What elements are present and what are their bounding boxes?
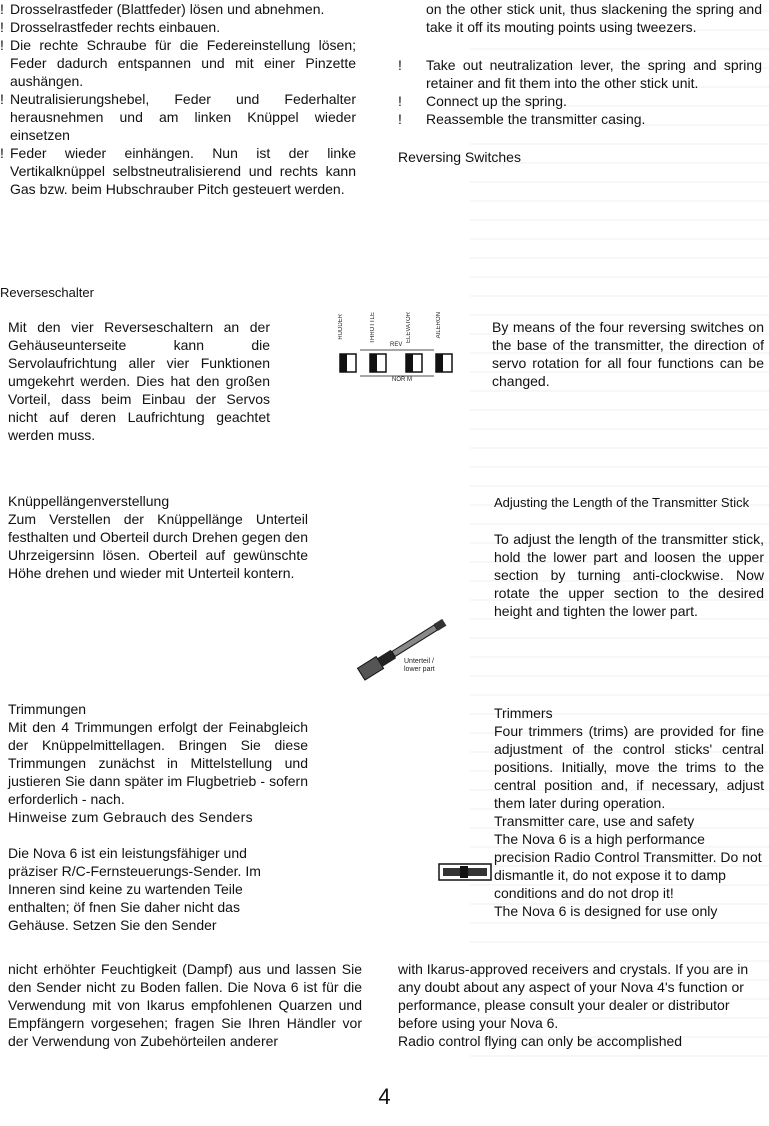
list-item: ! Reassemble the transmitter casing. — [398, 110, 762, 128]
stick-label-line1: Unterteil / — [404, 658, 434, 665]
switch-label-norm: NOR M — [392, 377, 412, 383]
reverse-heading-de: Reverseschalter — [0, 285, 94, 300]
bottom-text-de: nicht erhöhter Feuchtigkeit (Dampf) aus und lassen Sie den Sender nicht zu Boden fallen. Die Nova 6 ist für die Verwendung mit von Ikarus empfohlenen Quarzen und Empfängern vorgesehen; fragen Sie Ihren Händler vor der Verwendung von Zubehörteilen anderer — [8, 961, 362, 1049]
care-text-en: The Nova 6 is a high performance precision Radio Control Transmitter. Do not dismantle it, do not expose it to damp conditions and do not drop it! — [494, 831, 762, 901]
list-item: ! Feder wieder einhängen. Nun ist der linke Vertikalknüppel selbstneutralisierend und rechts kann Gas bzw. beim Hubschrauber Pitch gesteuert werden. — [0, 144, 356, 198]
transmitter-stick-diagram — [348, 618, 458, 682]
stick-upper-part — [392, 625, 438, 657]
trim-text-en: Four trimmers (trims) are provided for fine adjustment of the control sticks' central positions. Initially, move the trims to the central position and, if necessary, adjust them later during operation. — [494, 723, 764, 811]
reverse-text-en: By means of the four reversing switches on the base of the transmitter, the direction of servo rotation for all four functions can be changed. — [492, 319, 764, 389]
list-item: ! Take out neutralization lever, the spring and spring retainer and fit them into the other stick unit. — [398, 56, 762, 92]
bottom-text-en: with Ikarus-approved receivers and crystals. If you are in any doubt about any aspect of your Nova 4's function or performance, please consult your dealer or distributor before using your Nova 6. — [398, 961, 749, 1031]
right-bullet-list — [398, 56, 762, 128]
stick-text-en: To adjust the length of the transmitter stick, hold the lower part and loosen the upper section by turning anti-clockwise. Now rotate the upper section to the desired height and tighten the lower part. — [494, 531, 764, 619]
switch-label-elevator: ELEVATOR — [406, 312, 412, 344]
top-text-en: on the other stick unit, thus slackening the spring and take it off its mouting points using tweezers. — [426, 1, 762, 35]
switch-label-aileron: AILERON — [436, 312, 442, 339]
left-bullet-list — [0, 0, 356, 198]
trim-heading-en: Trimmers — [494, 705, 553, 721]
trimmer-svg — [438, 862, 492, 882]
care-heading-en: Transmitter care, use and safety — [494, 813, 695, 829]
trimmer-knob — [460, 866, 468, 878]
throttle-switch-knob — [370, 354, 377, 372]
switch-label-rudder: RUDDER — [338, 314, 344, 340]
reverse-heading-en: Reversing Switches — [398, 149, 521, 165]
care-text2-en: The Nova 6 is designed for use only — [494, 903, 718, 919]
stick-heading-de: Knüppellängenverstellung — [8, 493, 170, 509]
reversing-switch-diagram — [330, 310, 490, 390]
aileron-switch-knob — [436, 354, 443, 372]
stick-heading-en: Adjusting the Length of the Transmitter Stick — [494, 495, 750, 510]
list-item: ! Drosselrastfeder rechts einbauen. — [0, 18, 356, 36]
stick-label-line2: lower part — [404, 666, 435, 673]
stick-text-de: Zum Verstellen der Knüppellänge Unterteil festhalten und Oberteil durch Drehen gegen den Uhrzeigersinn lösen. Oberteil auf gewünschte Höhe drehen und wieder mit Unterteil kontern. — [8, 511, 308, 581]
care-text-de: Die Nova 6 ist ein leistungsfähiger und präziser R/C-Fernsteuerungs-Sender. Im Inneren sind keine zu wartenden Teile enthalten; öf fnen Sie daher nicht das Gehäuse. Setzen Sie den Sender — [8, 845, 261, 933]
bottom-text2-en: Radio control flying can only be accomplished — [398, 1033, 683, 1049]
list-item: ! Connect up the spring. — [398, 92, 762, 110]
stick-diagram-svg — [348, 618, 458, 682]
switch-label-rev: REV — [390, 342, 403, 348]
trim-heading-de: Trimmungen — [8, 701, 87, 717]
trimmer-diagram — [438, 862, 492, 882]
rudder-switch-knob — [340, 354, 347, 372]
list-item: ! Die rechte Schraube für die Federeinstellung lösen; Feder dadurch entspannen und mit einer Pinzette aushängen. — [0, 36, 356, 90]
page-number: 4 — [378, 1084, 391, 1109]
list-item: ! Neutralisierungshebel, Feder und Federhalter herausnehmen und am linken Knüppel wieder einsetzen — [0, 90, 356, 144]
elevator-switch-knob — [406, 354, 413, 372]
list-item: ! Drosselrastfeder (Blattfeder) lösen und abnehmen. — [0, 0, 356, 18]
care-heading-de: Hinweise zum Gebrauch des Senders — [8, 809, 253, 825]
reverse-text-de: Mit den vier Reverseschaltern an der Gehäuseunterseite kann die Servolaufrichtung aller vier Funktionen umgekehrt werden. Dies hat den großen Vorteil, dass beim Einbau der Servos nicht auf deren Laufrichtung geachtet werden muss. — [8, 319, 270, 443]
trim-text-de: Mit den 4 Trimmungen erfolgt der Feinabgleich der Knüppelmittellagen. Bringen Sie diese Trimmungen zunächst in Mittelstellung und justieren Sie dann später im Flugbetrieb - sofern erforderlich - nach. — [8, 719, 308, 807]
switch-label-throttle: THROTTLE — [370, 312, 376, 344]
